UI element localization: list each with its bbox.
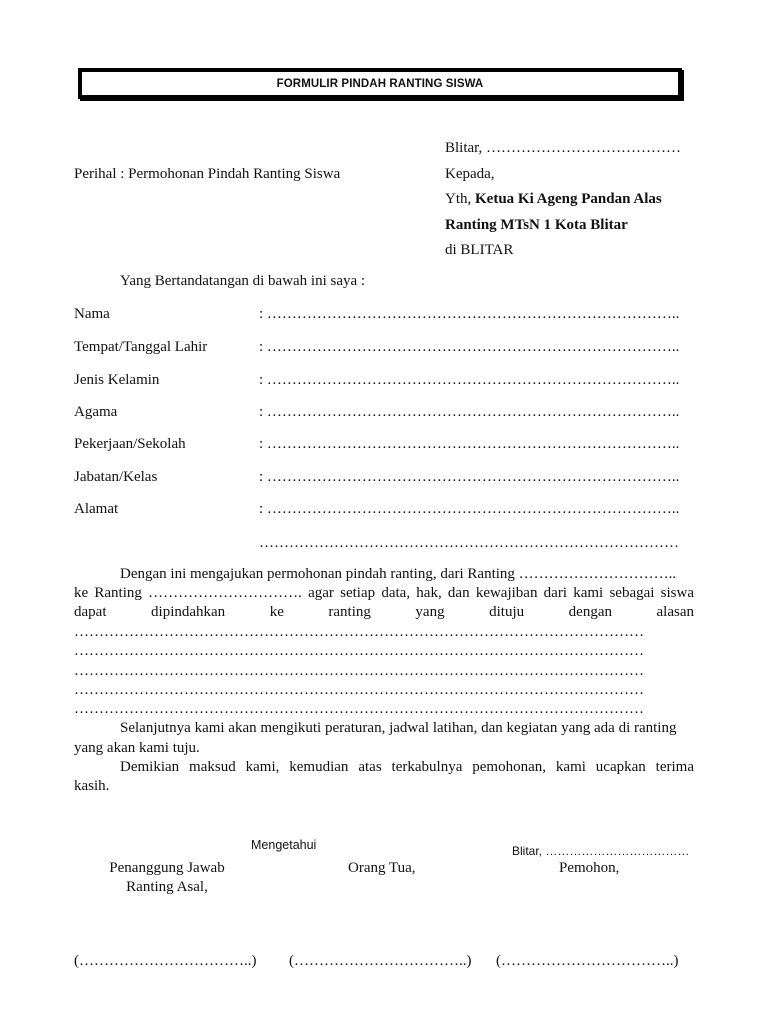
field-value-alamat[interactable]: : ……………………………………………………………………….. <box>259 501 680 517</box>
para2-line2: yang akan kami tuju. <box>74 740 200 756</box>
signature-blank-pemohon[interactable]: (……………………………..) <box>496 953 679 969</box>
reason-line-2[interactable]: …………………………………………………………………………………………………… <box>74 643 644 659</box>
reason-line-1[interactable]: …………………………………………………………………………………………………… <box>74 624 644 640</box>
field-label-nama: Nama <box>74 306 110 322</box>
recipient-location: di BLITAR <box>445 242 514 258</box>
reason-line-4[interactable]: …………………………………………………………………………………………………… <box>74 682 644 698</box>
orang-tua-label: Orang Tua, <box>348 860 416 876</box>
field-label-pekerjaan-sekolah: Pekerjaan/Sekolah <box>74 436 186 452</box>
body-line1: Dengan ini mengajukan permohonan pindah ranting, dari Ranting ………………………….. <box>120 566 677 582</box>
perihal: Perihal : Permohonan Pindah Ranting Siswa <box>74 166 341 182</box>
para3-line2: kasih. <box>74 778 110 794</box>
penanggung-jawab-line1: Penanggung Jawab <box>109 860 225 876</box>
penanggung-jawab-line2: Ranting Asal, <box>126 879 208 895</box>
form-title: FORMULIR PINDAH RANTING SISWA <box>276 77 484 90</box>
header-place-date: Blitar, ………………………………… <box>445 140 682 156</box>
pemohon-label: Pemohon, <box>559 860 620 876</box>
field-label-agama: Agama <box>74 404 118 420</box>
body-line3: dapat dipindahkan ke ranting yang dituju dengan alasan <box>74 604 694 620</box>
mengetahui-label: Mengetahui <box>251 838 317 852</box>
signature-blank-orang-tua[interactable]: (……………………………..) <box>289 953 472 969</box>
body-line2: ke Ranting …………………………. agar setiap data, hak, dan kewajiban dari kami sebagai siswa <box>74 585 694 601</box>
reason-line-5[interactable]: …………………………………………………………………………………………………… <box>74 701 644 717</box>
field-value-agama[interactable]: : ……………………………………………………………………….. <box>259 404 680 420</box>
kepada: Kepada, <box>445 166 495 182</box>
recipient-line2: Ranting MTsN 1 Kota Blitar <box>445 217 628 233</box>
field-value-tempat-tanggal-lahir[interactable]: : ……………………………………………………………………….. <box>259 339 680 355</box>
field-label-jabatan-kelas: Jabatan/Kelas <box>74 469 158 485</box>
field-label-jenis-kelamin: Jenis Kelamin <box>74 372 160 388</box>
form-title-box <box>78 68 682 99</box>
recipient-title: Ketua Ki Ageng Pandan Alas <box>475 191 662 207</box>
recipient-line1 <box>445 190 662 208</box>
field-value-nama[interactable]: : ……………………………………………………………………….. <box>259 306 680 322</box>
para3-line1: Demikian maksud kami, kemudian atas terkabulnya pemohonan, kami ucapkan terima <box>120 759 694 775</box>
field-value-alamat-continuation[interactable]: ………………………………………………………………………… <box>259 535 679 551</box>
field-value-pekerjaan-sekolah[interactable]: : ……………………………………………………………………….. <box>259 436 680 452</box>
reason-line-3[interactable]: …………………………………………………………………………………………………… <box>74 663 644 679</box>
field-label-tempat-tanggal-lahir: Tempat/Tanggal Lahir <box>74 339 208 355</box>
field-label-alamat: Alamat <box>74 501 119 517</box>
field-value-jabatan-kelas[interactable]: : ……………………………………………………………………….. <box>259 469 680 485</box>
intro-text: Yang Bertandatangan di bawah ini saya : <box>120 273 366 289</box>
signature-blank-penanggung[interactable]: (……………………………..) <box>74 953 257 969</box>
field-value-jenis-kelamin[interactable]: : ……………………………………………………………………….. <box>259 372 680 388</box>
signature-place-date: Blitar, ……………………………… <box>512 844 690 858</box>
para2-line1: Selanjutnya kami akan mengikuti peraturan, jadwal latihan, dan kegiatan yang ada di ranting <box>120 720 677 736</box>
yth-prefix: Yth, <box>445 191 475 207</box>
